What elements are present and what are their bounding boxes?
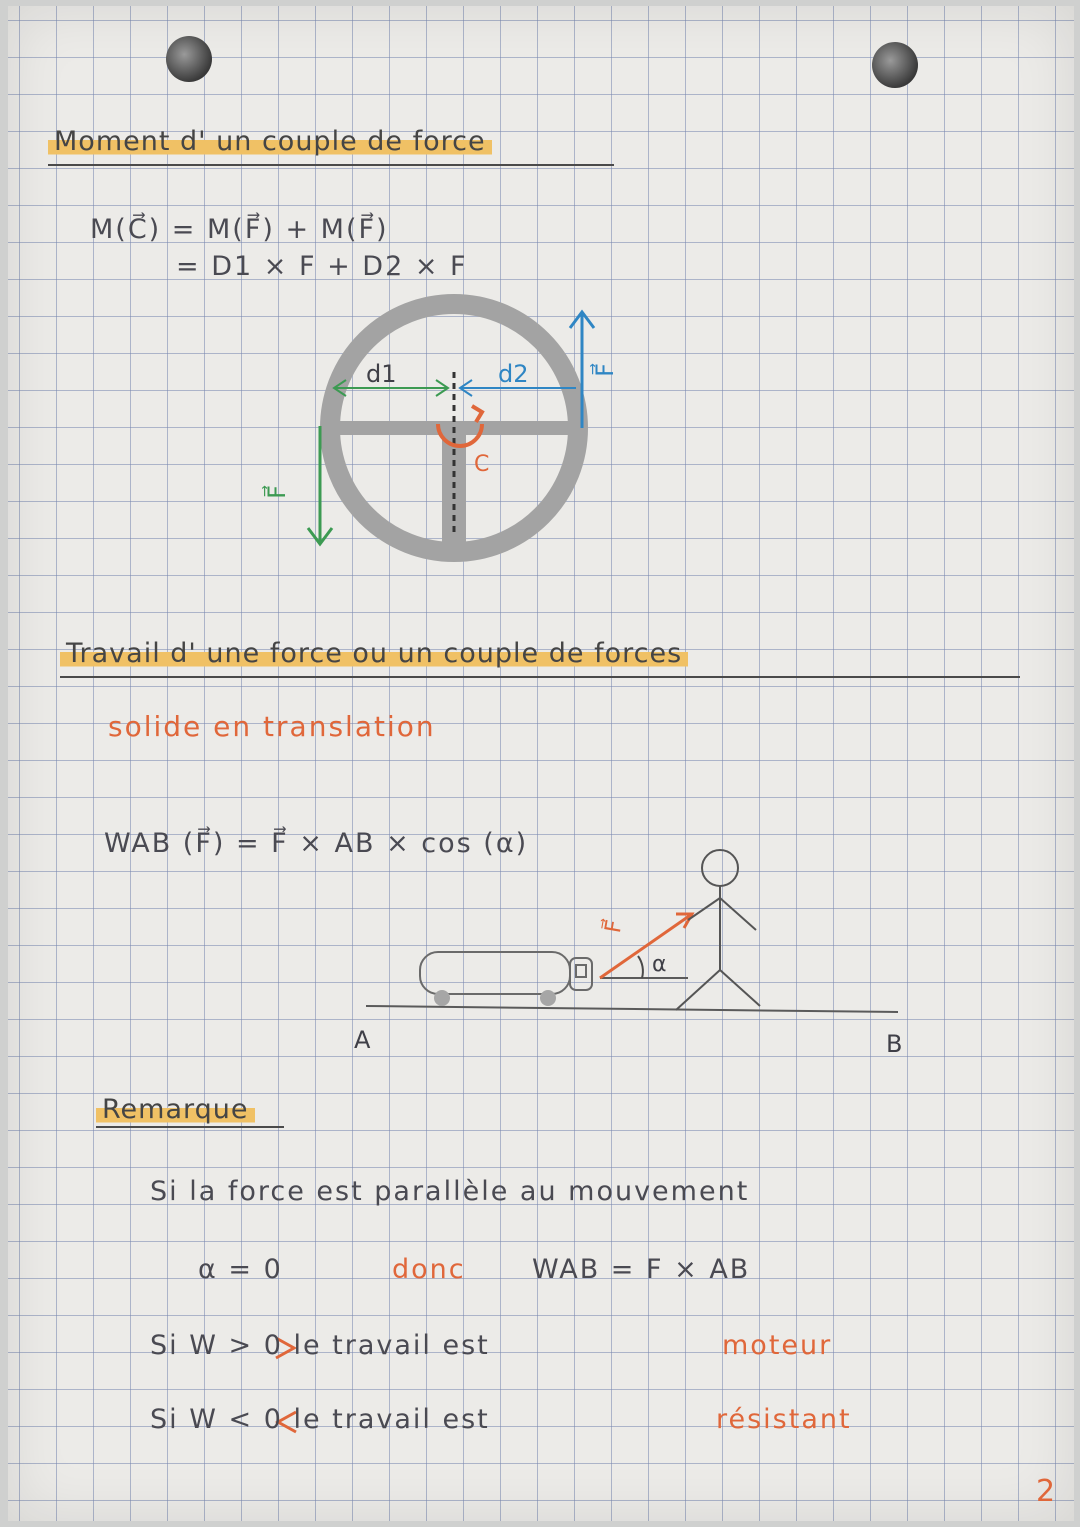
label-force-cart: F⃗	[600, 918, 628, 935]
notebook-page	[8, 6, 1074, 1521]
remark-alpha-zero: α = 0	[198, 1254, 283, 1285]
formula-work: WAB (F⃗) = F⃗ × AB × cos (α)	[104, 828, 529, 859]
formula-moment-line1: M(C⃗) = M(F⃗) + M(F⃗)	[90, 214, 389, 245]
remark-donc: donc	[392, 1254, 466, 1285]
subheading-translation: solide en translation	[108, 710, 436, 743]
formula-moment-line2: = D1 × F + D2 × F	[176, 251, 468, 282]
label-point-b: B	[886, 1030, 903, 1058]
remark-negative-work: Si W < 0 le travail est	[150, 1404, 490, 1435]
cart-translation-diagram	[366, 850, 898, 1012]
label-force-down: F⃗	[262, 485, 291, 499]
label-d1: d1	[366, 360, 397, 388]
diagrams-layer	[8, 6, 1074, 1521]
label-d2: d2	[498, 360, 529, 388]
steering-wheel-diagram	[308, 304, 594, 552]
remark-moteur: moteur	[722, 1330, 833, 1361]
remark-work-formula: WAB = F × AB	[532, 1254, 751, 1285]
page-number: 2	[1036, 1474, 1056, 1509]
heading2-underline	[60, 676, 1020, 678]
remark-positive-work: Si W > 0 le travail est	[150, 1330, 490, 1361]
label-alpha: α	[652, 952, 667, 977]
label-couple-c: C	[474, 452, 490, 477]
remark-resistant: résistant	[716, 1404, 852, 1435]
label-force-up: F⃗	[590, 363, 619, 377]
remark-underline	[96, 1126, 284, 1128]
heading-travail: Travail d' une force ou un couple de forces	[60, 638, 688, 669]
remark-line-parallel: Si la force est parallèle au mouvement	[150, 1176, 750, 1207]
heading-moment-couple: Moment d' un couple de force	[48, 126, 492, 157]
remark-title: Remarque	[96, 1094, 255, 1125]
label-point-a: A	[354, 1026, 371, 1054]
